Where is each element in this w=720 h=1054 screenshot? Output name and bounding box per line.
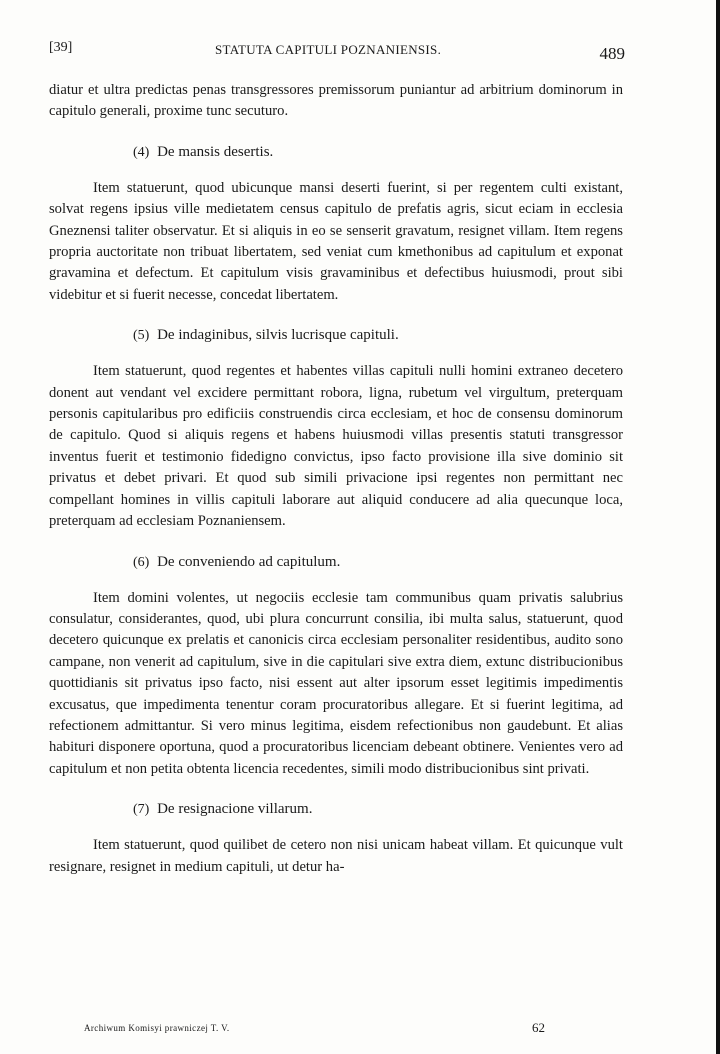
- main-text: [49, 80, 623, 878]
- section-title: De indaginibus, silvis lucrisque capituli.: [157, 327, 399, 344]
- section-title: De resignacione villarum.: [157, 801, 313, 818]
- section-heading-6: [133, 552, 623, 573]
- section-title: De mansis desertis.: [157, 143, 274, 160]
- section-paragraph-6: Item domini volentes, ut negociis ecclesie tam communibus quam privatis salubrius consulatur, considerantes, quod, ubi plura concurrunt consilia, ibi multa salus, statuerunt, quod decetero quicunque ex prelatis et canonicis circa ecclesiam personaliter residentibus, audito sono campane, non venerit ad capitulum, sive in die capitulari sive extra diem, extunc distribucionibus quottidianis sit privatus ipso facto, nisi essent aut alter ipsorum esset legitimis impedimentis excusatus, que impedimenta tenentur coram procuratoribus allegare. Et si fuerint legitima, ad refectionem admittantur. Si vero minus legitima, eisdem refectionibus non gaudebunt. Et alias habituri disponere oportuna, quod a procuratoribus licenciam debeant obtinere. Venientes vero ad capitulum et non petita obtenta licencia recedentes, simili modo distribucionibus sint privati.: [49, 589, 623, 777]
- intro-paragraph: diatur et ultra predictas penas transgressores premissorum puniantur ad arbitrium dominorum in capitulo generali, proxime tunc secuturo.: [49, 82, 623, 120]
- section-paragraph-4: Item statuerunt, quod ubicunque mansi deserti fuerint, si per regentem culti existant, solvat regens ipsius ville medietatem census capitulo de prefatis agris, sicut eciam in ecclesia Gneznensi taliter observatur. Et si aliquis in eo se senserit gravatum, resignet villam. Item regens propria auctoritate non tribuat libertatem, sed veniat cum kmethonibus ad capitulum et exponat gravamina et defectum. Et capitulum visis gravaminibus et defectibus huiusmodi, prout sibi videbitur et si fuerit necesse, concedat libertatem.: [49, 179, 623, 303]
- page-reference: [39]: [49, 40, 73, 55]
- running-title: STATUTA CAPITULI POZNANIENSIS.: [215, 42, 442, 57]
- sheet-number: 62: [532, 1020, 545, 1035]
- section-number: (5): [133, 328, 150, 344]
- page-footer: [84, 1020, 564, 1040]
- section-heading-5: [133, 325, 623, 346]
- section-paragraph-7: Item statuerunt, quod quilibet de cetero non nisi unicam habeat villam. Et quicunque vult resignare, resignet in medium capituli, ut detur ha-: [49, 837, 623, 875]
- section-number: (7): [133, 802, 150, 818]
- section-heading-7: [133, 799, 623, 820]
- section-paragraph-5: Item statuerunt, quod regentes et habentes villas capituli nulli homini extraneo decetero donent aut vendant vel excidere permittant robora, ligna, rubetum vel virgultum, preterquam personis capitularibus pro edificiis construendis circa ecclesiam, et hoc de consensu dominorum de capitulo. Quod si aliquis regens et habens huiusmodi villas presentis statuti transgressor inventus fuerit et testimonio fidedigno convictus, ipso facto provisione illa sive dominio sit privatus et debet privari. Et quod sub simili privacione ipsi regentes non permittant nec compellant homines in villis capituli laborare aut aliquid conducere ad alia quecunque loca, preterquam ad ecclesiam Poznaniensem.: [49, 363, 623, 530]
- section-number: (4): [133, 144, 150, 160]
- page-edge-shadow: [716, 0, 720, 1054]
- running-header: [49, 38, 625, 68]
- footer-signature: Archiwum Komisyi prawniczej T. V.: [84, 1023, 230, 1033]
- page-number: 489: [599, 44, 625, 63]
- section-heading-4: [133, 142, 623, 163]
- section-number: (6): [133, 554, 150, 570]
- section-title: De conveniendo ad capitulum.: [157, 553, 341, 570]
